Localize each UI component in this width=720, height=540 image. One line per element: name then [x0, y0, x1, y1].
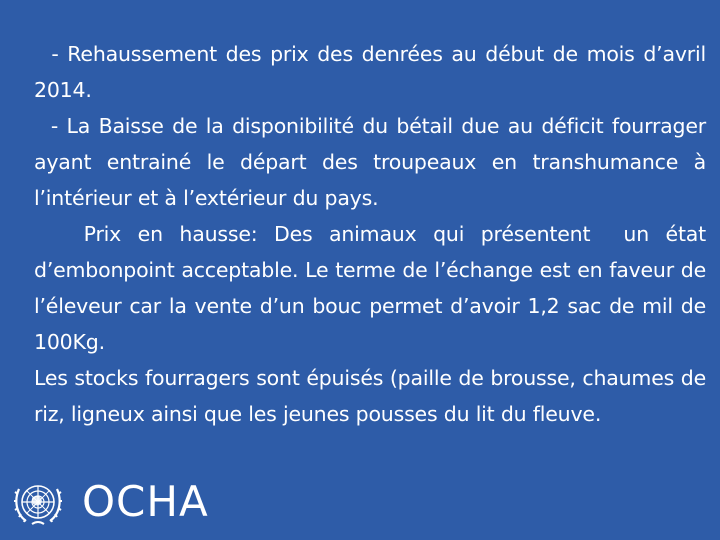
ocha-logo-text: OCHA — [82, 477, 209, 526]
ocha-logo — [10, 474, 209, 530]
un-emblem-icon — [10, 474, 66, 530]
paragraph-livestock-availability: - La Baisse de la disponibilité du bétail due au déficit fourrager ayant entrainé le départ des troupeaux en transhumance à l’intérieur et à l’extérieur du pays. — [34, 114, 713, 210]
slide-body — [34, 36, 713, 432]
paragraph-price-rise: - Rehaussement des prix des denrées au début de mois d’avril 2014. — [34, 42, 713, 102]
paragraph-fodder-stocks: Les stocks fourragers sont épuisés (paille de brousse, chaumes de riz, ligneux ainsi que les jeunes pousses du lit du fleuve. — [34, 366, 706, 426]
paragraph-animal-prices: Prix en hausse: Des animaux qui présentent un état d’embonpoint acceptable. Le terme de l’échange est en faveur de l’éleveur car la vente d’un bouc permet d’avoir 1,2 sac de mil de 100Kg. — [34, 222, 713, 354]
